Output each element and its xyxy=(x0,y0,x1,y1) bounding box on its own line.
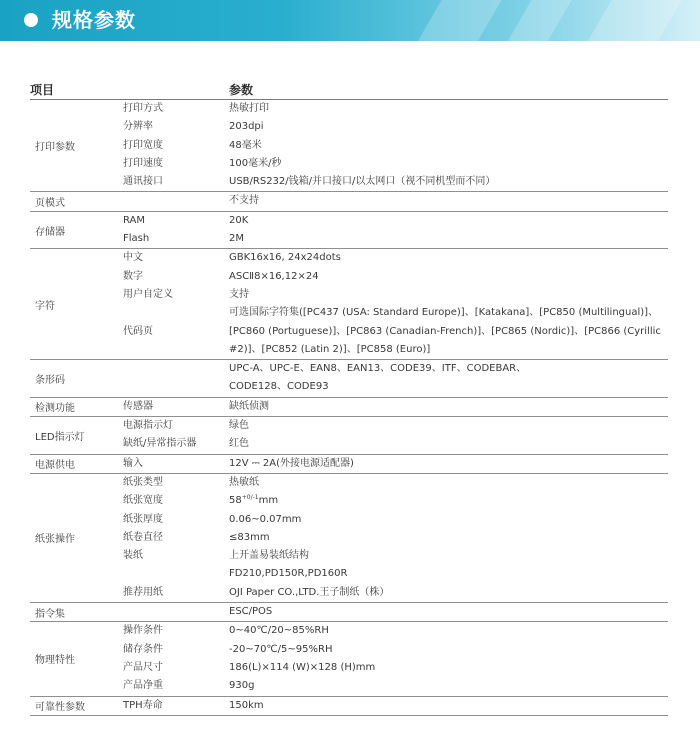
tolerance-superscript: +0/-1 xyxy=(241,494,259,502)
param-value: 12V ⎓ 2A(外接电源适配器) xyxy=(229,457,354,469)
sub-item-label: 打印宽度 xyxy=(123,139,163,151)
param-value: ≤83mm xyxy=(229,531,270,543)
spec-group xyxy=(30,212,668,250)
spec-row xyxy=(30,323,668,341)
spec-group xyxy=(30,603,668,622)
spec-row xyxy=(30,249,668,267)
param-value-unit: mm xyxy=(258,495,279,507)
bullet-dot-icon xyxy=(24,13,38,27)
category-label: 可靠性参数 xyxy=(35,702,85,714)
param-value: 热敏打印 xyxy=(229,103,269,114)
param-value: 可选国际字符集([PC437 (USA: Standard Europe)]、[Katakana]、[PC850 (Multilingual)]、 xyxy=(229,307,659,319)
spec-row xyxy=(30,137,668,155)
spec-table xyxy=(30,78,668,716)
spec-group xyxy=(30,417,668,455)
sub-item-label: 推荐用纸 xyxy=(123,586,163,598)
spec-row xyxy=(30,547,668,565)
param-value: 支持 xyxy=(229,288,249,300)
category-label: 指令集 xyxy=(35,608,65,620)
spec-row xyxy=(30,565,668,583)
spec-row xyxy=(30,677,668,695)
sub-item-label: 产品净重 xyxy=(123,680,163,692)
sub-item-label: TPH寿命 xyxy=(123,699,163,711)
param-value: ESC/POS xyxy=(229,606,273,618)
spec-group xyxy=(30,474,668,603)
param-value-number: 58 xyxy=(229,495,242,507)
spec-row xyxy=(30,212,668,230)
spec-row xyxy=(30,584,668,602)
sub-item-label: 操作条件 xyxy=(123,625,163,637)
table-header xyxy=(30,78,668,100)
param-value: FD210,PD150R,PD160R xyxy=(229,568,348,580)
spec-row xyxy=(30,173,668,191)
sub-item-label: 纸张宽度 xyxy=(123,495,163,507)
param-value: 热敏纸 xyxy=(229,476,259,488)
spec-row xyxy=(30,474,668,492)
param-value: 48毫米 xyxy=(229,139,262,151)
spec-group xyxy=(30,100,668,192)
category-label: 打印参数 xyxy=(35,142,75,154)
param-value: 2M xyxy=(229,233,244,245)
spec-row xyxy=(30,492,668,510)
spec-row xyxy=(30,360,668,378)
sub-item-label: 装纸 xyxy=(123,550,143,562)
category-label: 字符 xyxy=(35,300,55,312)
sub-item-label: 产品尺寸 xyxy=(123,661,163,673)
sub-item-label: 打印方式 xyxy=(123,103,163,114)
sub-item-label: 纸张厚度 xyxy=(123,513,163,525)
category-label: 物理特性 xyxy=(35,655,75,667)
param-value: #2)]、[PC852 (Latin 2)]、[PC858 (Euro)] xyxy=(229,343,431,355)
sub-item-label: 纸卷直径 xyxy=(123,531,163,543)
param-value: OJI Paper CO.,LTD.王子制纸（株） xyxy=(229,586,390,598)
param-value: GBK16x16, 24x24dots xyxy=(229,252,341,264)
param-value: 186(L)×114 (W)×128 (H)mm xyxy=(229,661,376,673)
spec-row xyxy=(30,100,668,118)
param-value: -20~70℃/5~95%RH xyxy=(229,643,333,655)
spec-row xyxy=(30,118,668,136)
sub-item-label: 中文 xyxy=(123,252,143,264)
sub-item-label: 用户自定义 xyxy=(123,288,173,300)
spec-group xyxy=(30,360,668,398)
sub-item-label: Flash xyxy=(123,233,150,245)
spec-row xyxy=(30,622,668,640)
param-value: CODE128、CODE93 xyxy=(229,381,329,393)
spec-group xyxy=(30,192,668,211)
section-title: 规格参数 xyxy=(52,8,136,32)
param-value: 缺纸侦测 xyxy=(229,400,269,412)
spec-row xyxy=(30,529,668,547)
spec-row xyxy=(30,435,668,453)
param-value: 0.06~0.07mm xyxy=(229,513,302,525)
category-label: 存储器 xyxy=(35,226,65,238)
param-value: 上开盖易装纸结构 xyxy=(229,550,309,562)
spec-row xyxy=(30,304,668,322)
sub-item-label: 缺纸/异常指示器 xyxy=(123,438,197,450)
param-value: USB/RS232/钱箱/并口接口/以太网口（视不同机型而不同） xyxy=(229,176,496,188)
param-value: 150km xyxy=(229,699,264,711)
param-value: UPC-A、UPC-E、EAN8、EAN13、CODE39、ITF、CODEBAR、 xyxy=(229,363,527,375)
spec-row xyxy=(30,511,668,529)
sub-item-label: 代码页 xyxy=(123,325,153,337)
spec-row xyxy=(30,398,668,416)
spec-row xyxy=(30,641,668,659)
spec-group xyxy=(30,455,668,474)
param-value: 100毫米/秒 xyxy=(229,157,282,169)
spec-group xyxy=(30,622,668,696)
category-label: 电源供电 xyxy=(35,460,75,472)
param-value: [PC860 (Portuguese)]、[PC863 (Canadian-French)]、[PC865 (Nordic)]、[PC866 (Cyrillic xyxy=(229,325,661,337)
sub-item-label: 打印速度 xyxy=(123,157,163,169)
category-label: 纸张操作 xyxy=(35,534,75,546)
sub-item-label: 通讯接口 xyxy=(123,176,163,188)
param-value: 红色 xyxy=(229,438,249,450)
spec-row xyxy=(30,455,668,473)
spec-group xyxy=(30,398,668,417)
spec-row xyxy=(30,341,668,359)
sub-item-label: 纸张类型 xyxy=(123,476,163,488)
spec-row xyxy=(30,230,668,248)
header-param: 参数 xyxy=(229,83,254,97)
sub-item-label: 储存条件 xyxy=(123,643,163,655)
sub-item-label: RAM xyxy=(123,214,146,226)
sub-item-label: 数字 xyxy=(123,270,143,282)
param-value: 绿色 xyxy=(229,420,249,432)
header-item: 项目 xyxy=(30,83,55,97)
spec-row xyxy=(30,155,668,173)
category-label: 页模式 xyxy=(35,198,65,210)
param-value: 0~40℃/20~85%RH xyxy=(229,625,329,637)
category-label: LED指示灯 xyxy=(35,431,85,443)
param-value: ASCⅡ8×16,12×24 xyxy=(229,270,319,282)
spec-group xyxy=(30,697,668,716)
sub-item-label: 输入 xyxy=(123,457,143,469)
spec-row xyxy=(30,659,668,677)
category-label: 条形码 xyxy=(35,374,65,386)
spec-row xyxy=(30,378,668,396)
sub-item-label: 分辨率 xyxy=(123,121,153,133)
param-value: 20K xyxy=(229,214,249,226)
spec-row xyxy=(30,192,668,210)
spec-group xyxy=(30,249,668,360)
spec-row xyxy=(30,268,668,286)
param-value: 不支持 xyxy=(229,195,259,207)
sub-item-label: 电源指示灯 xyxy=(123,420,173,432)
category-label: 检测功能 xyxy=(35,403,75,415)
sub-item-label: 传感器 xyxy=(123,400,153,412)
param-value: 930g xyxy=(229,680,255,692)
spec-row xyxy=(30,603,668,621)
param-value xyxy=(229,492,278,511)
spec-row xyxy=(30,697,668,715)
spec-row xyxy=(30,286,668,304)
param-value: 203dpi xyxy=(229,121,264,133)
section-banner xyxy=(0,0,700,41)
spec-row xyxy=(30,417,668,435)
